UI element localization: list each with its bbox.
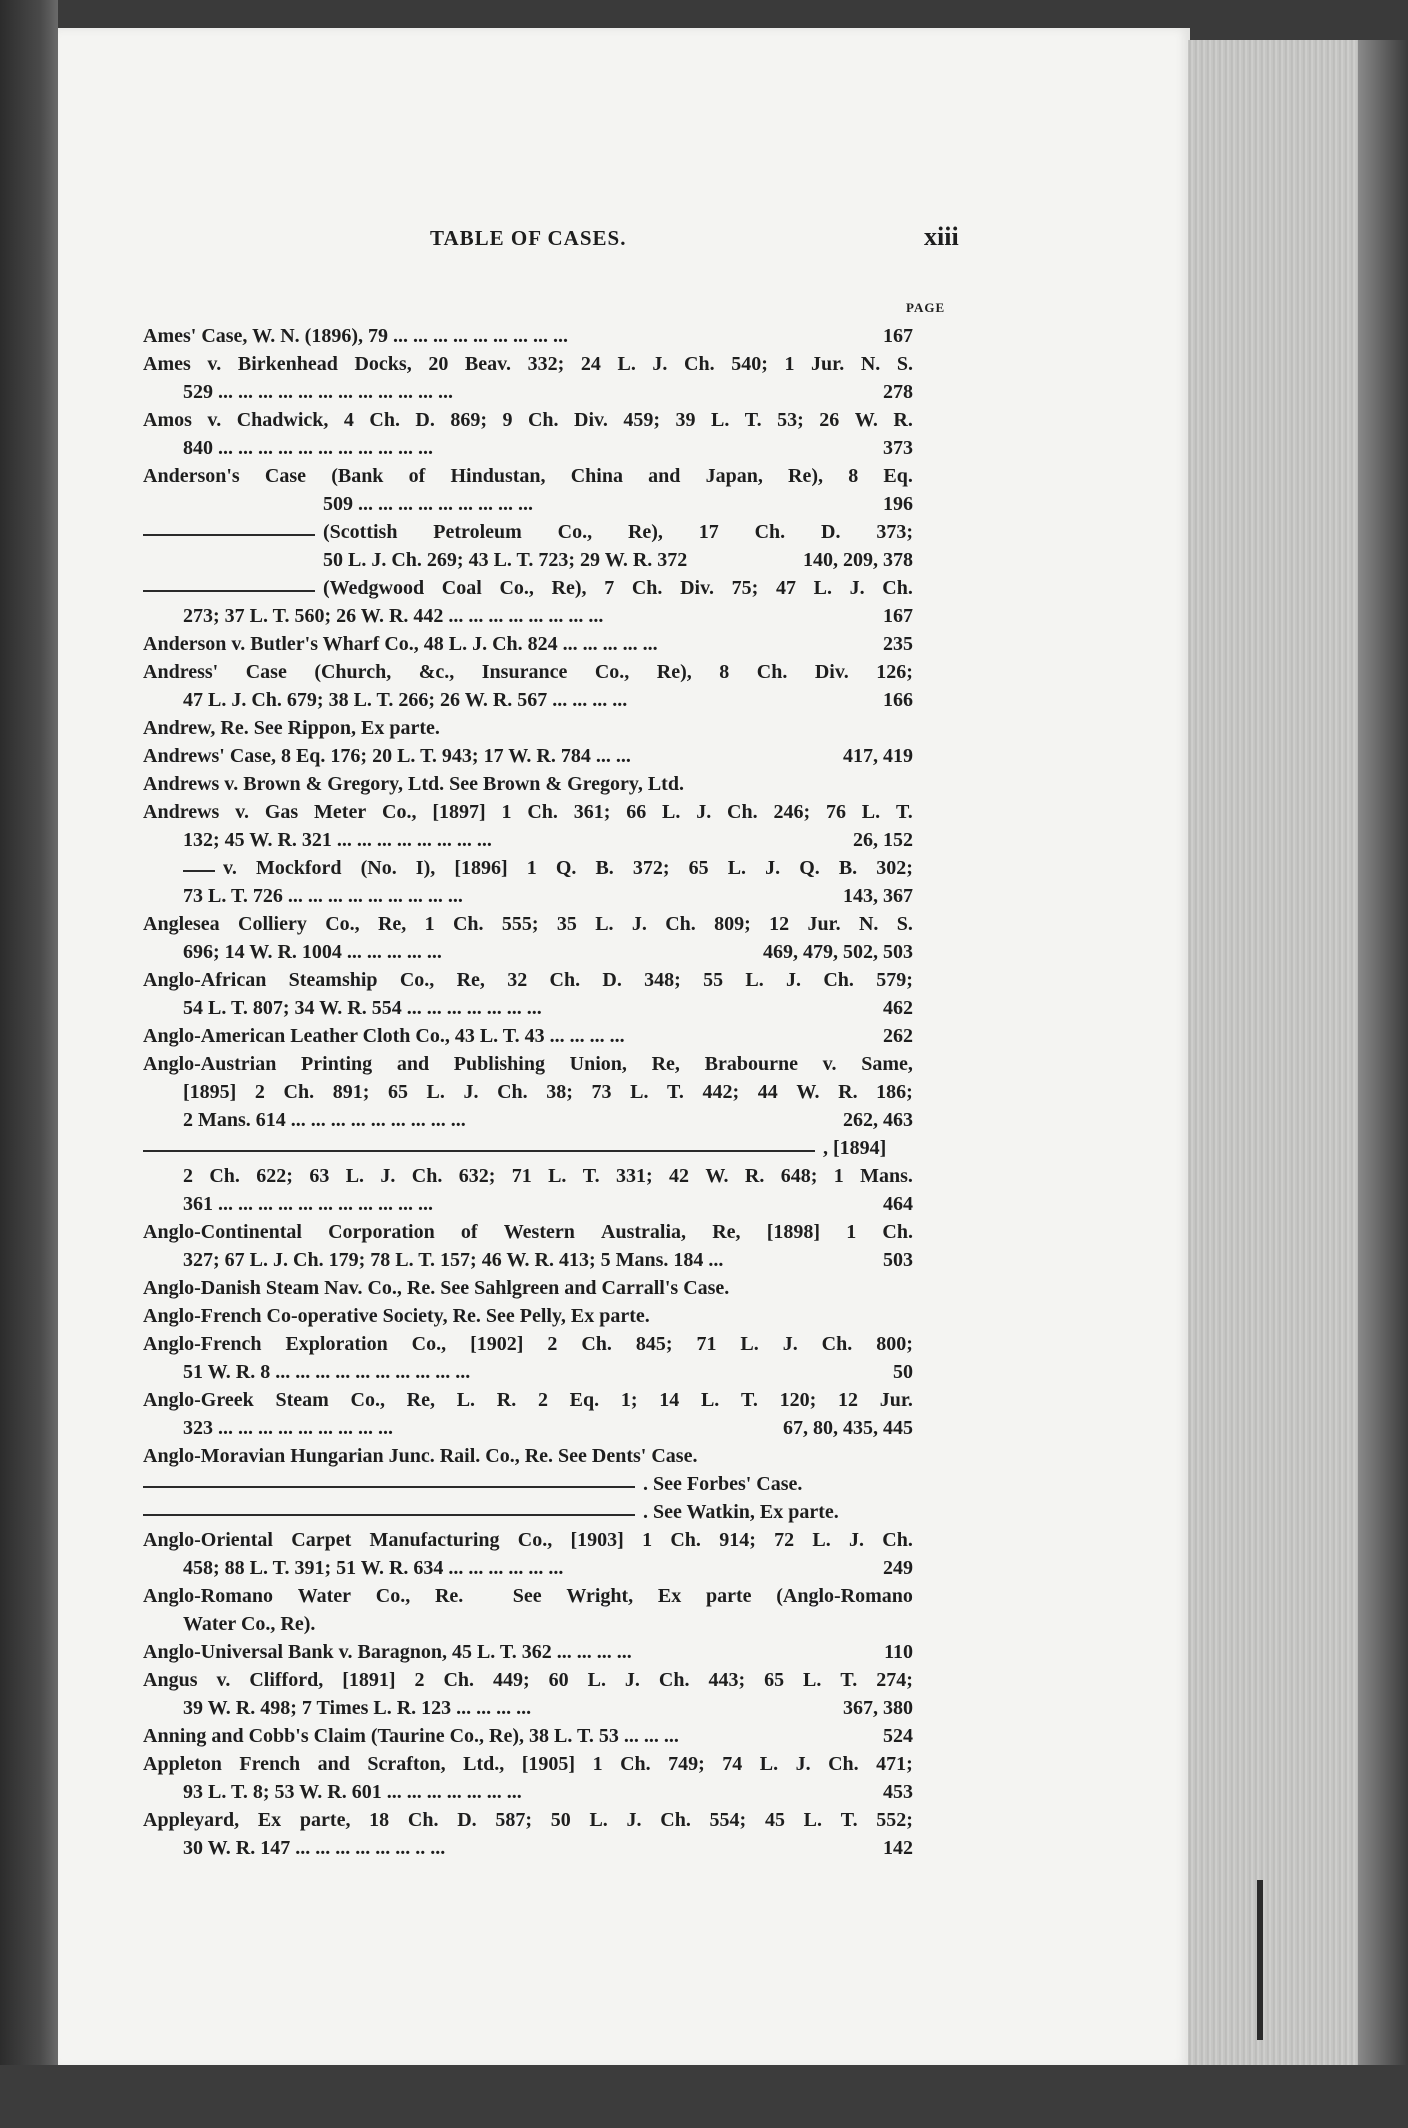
case-entry-line: Anglo-Danish Steam Nav. Co., Re. See Sahlgreen and Carrall's Case. (143, 1277, 730, 1299)
case-entry-line: 47 L. J. Ch. 679; 38 L. T. 266; 26 W. R. 567 ... ... ... ... (183, 689, 628, 711)
case-entry-line: Anglo-American Leather Cloth Co., 43 L. T. 43 ... ... ... ... (143, 1025, 625, 1047)
running-header-title: TABLE OF CASES. (430, 226, 627, 250)
case-entry-line: 2 Ch. 622; 63 L. J. Ch. 632; 71 L. T. 331; 42 W. R. 648; 1 Mans. (183, 1165, 913, 1187)
case-entry-line: (Wedgwood Coal Co., Re), 7 Ch. Div. 75; 47 L. J. Ch. (323, 577, 913, 599)
case-entry-line: 132; 45 W. R. 321 ... ... ... ... ... ... ... ... (183, 829, 492, 851)
case-entry-line: Appleyard, Ex parte, 18 Ch. D. 587; 50 L. J. Ch. 554; 45 L. T. 552; (143, 1809, 913, 1831)
page-reference: 249 (883, 1557, 913, 1579)
case-entry-line: Anglo-Austrian Printing and Publishing Union, Re, Brabourne v. Same, (143, 1053, 913, 1075)
page-reference: 142 (883, 1837, 913, 1859)
ditto-dash (143, 1150, 815, 1152)
case-entry-line: [1895] 2 Ch. 891; 65 L. J. Ch. 38; 73 L. T. 442; 44 W. R. 186; (183, 1081, 913, 1103)
page-reference: 453 (883, 1781, 913, 1803)
case-entry-line: 529 ... ... ... ... ... ... ... ... ... ... ... ... (183, 381, 453, 403)
page-reference: 167 (883, 605, 913, 627)
case-entry-line: 323 ... ... ... ... ... ... ... ... ... (183, 1417, 393, 1439)
page-column-label: PAGE (906, 300, 946, 315)
page-reference: 373 (883, 437, 913, 459)
case-entry-line: Anderson's Case (Bank of Hindustan, China and Japan, Re), 8 Eq. (143, 465, 913, 487)
ditto-dash (143, 590, 315, 592)
case-entry-line: Andrew, Re. See Rippon, Ex parte. (143, 717, 440, 739)
case-entry-line: 73 L. T. 726 ... ... ... ... ... ... ... ... ... (183, 885, 463, 907)
page-reference: 262, 463 (843, 1109, 913, 1131)
case-entry-line: Ames v. Birkenhead Docks, 20 Beav. 332; 24 L. J. Ch. 540; 1 Jur. N. S. (143, 353, 913, 375)
case-entry-line: Andrews' Case, 8 Eq. 176; 20 L. T. 943; 17 W. R. 784 ... ... (143, 745, 631, 767)
scan-bottom-border (0, 2065, 1408, 2128)
case-entry-line: Anglo-Universal Bank v. Baragnon, 45 L. T. 362 ... ... ... ... (143, 1641, 632, 1663)
case-entry-line: 361 ... ... ... ... ... ... ... ... ... ... ... (183, 1193, 433, 1215)
page-reference: 50 (893, 1361, 913, 1383)
page-number: xiii (924, 222, 959, 251)
case-entry-line: 509 ... ... ... ... ... ... ... ... ... (323, 493, 533, 515)
case-entry-line: 93 L. T. 8; 53 W. R. 601 ... ... ... ... ... ... ... (183, 1781, 522, 1803)
case-entry-line: Anglo-Oriental Carpet Manufacturing Co., [1903] 1 Ch. 914; 72 L. J. Ch. (143, 1529, 913, 1551)
case-entry-line: Anglo-Moravian Hungarian Junc. Rail. Co., Re. See Dents' Case. (143, 1445, 698, 1467)
page-reference: 278 (883, 381, 913, 403)
page-reference: 67, 80, 435, 445 (783, 1417, 913, 1439)
page-reference: 166 (883, 689, 913, 711)
scan-left-border (0, 0, 58, 2128)
case-entry-line: Anglo-African Steamship Co., Re, 32 Ch. D. 348; 55 L. J. Ch. 579; (143, 969, 913, 991)
case-entry-line: Andrews v. Gas Meter Co., [1897] 1 Ch. 361; 66 L. J. Ch. 246; 76 L. T. (143, 801, 913, 823)
case-entry-line: . See Forbes' Case. (643, 1473, 803, 1495)
page-reference: 417, 419 (843, 745, 913, 767)
case-entry-line: Andrews v. Brown & Gregory, Ltd. See Brown & Gregory, Ltd. (143, 773, 684, 795)
case-entry-line: Anglo-French Co-operative Society, Re. See Pelly, Ex parte. (143, 1305, 650, 1327)
page-reference: 140, 209, 378 (803, 549, 913, 571)
case-entry-line: Anglesea Colliery Co., Re, 1 Ch. 555; 35 L. J. Ch. 809; 12 Jur. N. S. (143, 913, 913, 935)
case-entry-line: Appleton French and Scrafton, Ltd., [1905] 1 Ch. 749; 74 L. J. Ch. 471; (143, 1753, 913, 1775)
case-entry-line: Anderson v. Butler's Wharf Co., 48 L. J. Ch. 824 ... ... ... ... ... (143, 633, 658, 655)
case-entry-line: (Scottish Petroleum Co., Re), 17 Ch. D. 373; (323, 521, 913, 543)
case-entry-line: 51 W. R. 8 ... ... ... ... ... ... ... ... ... ... (183, 1361, 471, 1383)
case-entry-line: 327; 67 L. J. Ch. 179; 78 L. T. 157; 46 W. R. 413; 5 Mans. 184 ... (183, 1249, 724, 1271)
page-reference: 524 (883, 1725, 913, 1747)
case-entry-line: 696; 14 W. R. 1004 ... ... ... ... ... (183, 941, 442, 963)
ditto-dash (143, 1514, 635, 1516)
page-reference: 110 (884, 1641, 913, 1663)
page-reference: 464 (883, 1193, 913, 1215)
case-entry-line: 840 ... ... ... ... ... ... ... ... ... ... ... (183, 437, 433, 459)
page-reference: 367, 380 (843, 1697, 913, 1719)
ditto-dash (183, 870, 215, 872)
case-entry-line: Anglo-Continental Corporation of Western Australia, Re, [1898] 1 Ch. (143, 1221, 913, 1243)
case-entry-line: 54 L. T. 807; 34 W. R. 554 ... ... ... ... ... ... ... (183, 997, 542, 1019)
page-reference: 143, 367 (843, 885, 913, 907)
page-reference: 196 (883, 493, 913, 515)
case-entry-line: , [1894] (823, 1137, 887, 1159)
case-entry-line: 50 L. J. Ch. 269; 43 L. T. 723; 29 W. R. 372 (323, 549, 688, 571)
page-reference: 235 (883, 633, 913, 655)
page-reference: 469, 479, 502, 503 (763, 941, 913, 963)
case-entry-line: . See Watkin, Ex parte. (643, 1501, 839, 1523)
case-entry-line: 458; 88 L. T. 391; 51 W. R. 634 ... ... ... ... ... ... (183, 1557, 564, 1579)
case-entry-line: 273; 37 L. T. 560; 26 W. R. 442 ... ... ... ... ... ... ... ... (183, 605, 604, 627)
case-entry-line: Ames' Case, W. N. (1896), 79 ... ... ... ... ... ... ... ... ... (143, 325, 568, 347)
bookmark-ribbon (1257, 1880, 1263, 2040)
case-entry-line: Angus v. Clifford, [1891] 2 Ch. 449; 60 L. J. Ch. 443; 65 L. T. 274; (143, 1669, 913, 1691)
case-entry-line: Water Co., Re). (183, 1613, 316, 1635)
case-entry-line: Anning and Cobb's Claim (Taurine Co., Re), 38 L. T. 53 ... ... ... (143, 1725, 679, 1747)
page-reference: 503 (883, 1249, 913, 1271)
case-entry-line: 2 Mans. 614 ... ... ... ... ... ... ... ... ... (183, 1109, 466, 1131)
page-edges (1188, 40, 1358, 2065)
case-entry-line: Andress' Case (Church, &c., Insurance Co., Re), 8 Ch. Div. 126; (143, 661, 913, 683)
page-reference: 167 (883, 325, 913, 347)
case-entry-line: 39 W. R. 498; 7 Times L. R. 123 ... ... ... ... (183, 1697, 532, 1719)
page-reference: 462 (883, 997, 913, 1019)
page-reference: 262 (883, 1025, 913, 1047)
case-entry-line: Amos v. Chadwick, 4 Ch. D. 869; 9 Ch. Div. 459; 39 L. T. 53; 26 W. R. (143, 409, 913, 431)
case-entry-line: v. Mockford (No. I), [1896] 1 Q. B. 372; 65 L. J. Q. B. 302; (223, 857, 913, 879)
case-entry-line: Anglo-Romano Water Co., Re. See Wright, Ex parte (Anglo-Romano (143, 1585, 913, 1607)
ditto-dash (143, 1486, 635, 1488)
case-entry-line: Anglo-French Exploration Co., [1902] 2 Ch. 845; 71 L. J. Ch. 800; (143, 1333, 913, 1355)
page-edges-shadow (1358, 40, 1408, 2065)
case-entry-line: 30 W. R. 147 ... ... ... ... ... ... .. ... (183, 1837, 446, 1859)
ditto-dash (143, 534, 315, 536)
case-entry-line: Anglo-Greek Steam Co., Re, L. R. 2 Eq. 1; 14 L. T. 120; 12 Jur. (143, 1389, 913, 1411)
page-reference: 26, 152 (853, 829, 913, 851)
